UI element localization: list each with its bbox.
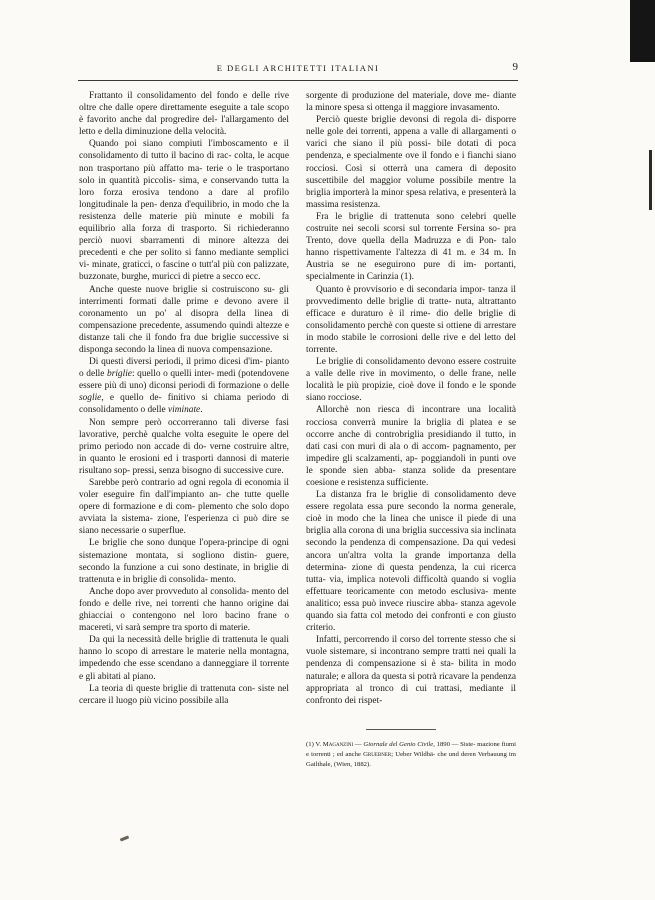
paragraph: La teoria di queste briglie di trattenuta con- siste nel cercare il luogo più vicino possibile alla	[79, 683, 289, 706]
paragraph: Sarebbe però contrario ad ogni regola di economia il voler eseguire fin dall'impianto an- che tutte quelle opere di formazione e di com- plemento che solo dopo avviata la sistema- zione, l'esperienza ci può dire se siano necessarie o superflue.	[79, 478, 289, 537]
paragraph-continued: sorgente di produzione del materiale, dove me- diante la minore spesa si ottenga il maggiore invasamento.	[306, 91, 516, 114]
footnote-text: , 1890 — Siste- mazione fiumi e torrenti ; ed anche	[306, 741, 516, 758]
page-number: 9	[512, 61, 518, 73]
paragraph: Allorchè non riesca di incontrare una località rocciosa converrà munire la briglia di platea e se occorre anche di controbriglia presidiando il tutto, in dati casi con muri di ala o di accom- pagnamento, per impedire gli scalzamenti, ap- poggiandoli in punti ove le sponde sien abba- stanza solide da presentare coesione e resistenza sufficiente.	[306, 405, 516, 488]
paragraph-text: , e quello de- finitivo si chiama periodo di consolidamento o delle	[79, 393, 289, 416]
running-title: E DEGLI ARCHITETTI ITALIANI	[216, 63, 380, 73]
term-briglie: briglie	[107, 369, 132, 380]
footnote-rule	[366, 729, 436, 730]
footnote-text: —	[353, 741, 364, 748]
paragraph-text: Di questi diversi periodi, il primo dicesi d'im- pianto o delle	[79, 357, 289, 380]
footnote-author: Maganzini	[322, 741, 354, 748]
paragraph: Le briglie di consolidamento devono essere costruite a valle delle rive in movimento, o delle frane, nelle località le più propizie, cioè dove il fondo e le sponde siano rocciose.	[306, 357, 516, 404]
paragraph: Fra le briglie di trattenuta sono celebri quelle costruite nei secoli scorsi sul torrente Fersina so- pra Trento, dove quella della Madruzza e di Pon- talo hanno rispettivamente l'altezza di 41 m. e 34 m. In Austria se ne eseguirono pure di im- portanti, specialmente in Carinzia (1).	[306, 211, 516, 283]
term-soglie: soglie	[79, 393, 102, 404]
paragraph: Infatti, percorrendo il corso del torrente stesso che si vuole sistemare, si incontrano sempre tratti nei quali la pendenza di compensazione si è sta- bilita in modo naturale; e allora da questa si potrà ricavare la pendenza appropriata al tronco di cui trattasi, mediante il confronto dei rispet-	[306, 635, 516, 706]
paragraph: Quanto è provvisorio e di secondaria impor- tanza il provvedimento delle briglie di tratte- nuta, altrattanto efficace e duraturo è il rime- dio delle briglie di consolidamento perchè con queste si ottiene di arrestare in modo stabile le corrosioni delle rive e del letto del torrente.	[306, 284, 516, 355]
page-edge-mark	[649, 150, 652, 210]
paragraph: Da qui la necessità delle briglie di trattenuta le quali hanno lo scopo di arrestare le materie nella montagna, impedendo che esse scendano a danneggiare il torrente e gli abitati al piano.	[79, 635, 289, 682]
right-column	[306, 90, 516, 707]
header-rule	[78, 80, 518, 81]
page-header	[78, 63, 518, 79]
footnote-marker: (1) V.	[306, 741, 323, 748]
footnote	[306, 740, 516, 769]
paragraph-text: : quello o quelli inter- medi (potendovene essere più di uno) diconsi periodi di formazione o delle	[79, 369, 289, 392]
term-viminate: viminate	[168, 405, 201, 416]
paragraph: La distanza fra le briglie di consolidamento deve essere regolata essa pure secondo la norma generale, cioè in modo che la linea che unisce il piede di una briglia alla corona di una briglia successiva sia inclinata secondo la pendenza di compensazione. Da qui vedesi ancora un'altra volta la grande importanza della determina- zione di questa pendenza, la cui ricerca tutta- via, implica notevoli difficoltà quando si voglia effettuare teoricamente con metodo esclusiva- mente analitico; essa può invece riuscire abba- stanza agevole quando sia fatta col metodo dei confronti e con giusto criterio.	[306, 490, 516, 634]
paragraph: Non sempre però occorreranno tali diverse fasi lavorative, perchè qualche volta eseguite le opere del primo periodo non accade di do- verne costruire altre, in quanto le erosioni ed i trasporti dannosi di materie risultano sop- pressi, senza bisogno di successive cure.	[79, 417, 289, 476]
ink-speck	[120, 835, 129, 841]
page-edge-dark-strip	[630, 0, 655, 62]
paragraph: Perciò queste briglie devonsi di regola di- disporre nelle gole dei torrenti, appena a valle di allargamenti o varici che siano il più possi- bile dotati di poca pendenza, e specialmente ove il fondo e i fianchi siano rocciosi. Così si otterrà una camera di deposito suscettibile del maggior volume possibile mentre la briglia importerà la minor spesa relativa, e presenterà la massima resistenza.	[306, 115, 516, 210]
paragraph: Quando poi siano compiuti l'imboscamento e il consolidamento di tutto il bacino di rac- colta, le acque non trasportano più affatto ma- terie o le trasportano solo in quantità piccolis- sima, e conservando tutta la loro forza erosiva tendono a dare al profilo longitudinale la pen- denza d'equilibrio, in modo che la resistenza delle materie più minute e mobili fa equilibrio alla forza di trasporto. Si richiederanno perciò nuovi sbarramenti di minore altezza dei precedenti e che per solito si fanno mediante semplici vi- minate, graticci, o fascine o tutt'al più con palizzate, buzzonate, burghe, muricci di pietre a secco ecc.	[79, 139, 289, 283]
left-column	[79, 90, 289, 707]
paragraph: Frattanto il consolidamento del fondo e delle rive oltre che dalle opere direttamente eseguite a tale scopo è favorito anche dal progredire del- l'allargamento del letto e della diminuzione della velocità.	[79, 91, 289, 138]
paragraph	[79, 356, 289, 416]
paragraph-text: .	[200, 405, 203, 416]
footnote-text: ; Ueber Wildbä- che und deren Verbauung im Gailthale, (Wien, 1882).	[306, 750, 516, 768]
paragraph: Anche dopo aver provveduto al consolida- mento del fondo e delle rive, nei torrenti che hanno origine dai ghiacciai o contengono nel loro bacino frane o macereti, vi sarà sempre tra sporto di materie.	[79, 586, 289, 634]
footnote-journal: Giornale del Genio Civile	[363, 741, 434, 748]
footnote-author: Gruebner	[363, 750, 392, 758]
paragraph: Le briglie che sono dunque l'opera-principe di ogni sistemazione montata, si sogliono distin- guere, secondo la funzione a cui sono destinate, in briglie di trattenuta e in briglie di consolida- mento.	[79, 538, 289, 585]
paragraph: Anche queste nuove briglie si costruiscono su- gli interrimenti formati dalle prime e devono avere il coronamento un po' al disopra della linea di compensazione precedente, assumendo quindi altezze e distanze tali che il fondo fra due briglie successive si disponga secondo la linea di nuova compensazione.	[79, 284, 289, 355]
